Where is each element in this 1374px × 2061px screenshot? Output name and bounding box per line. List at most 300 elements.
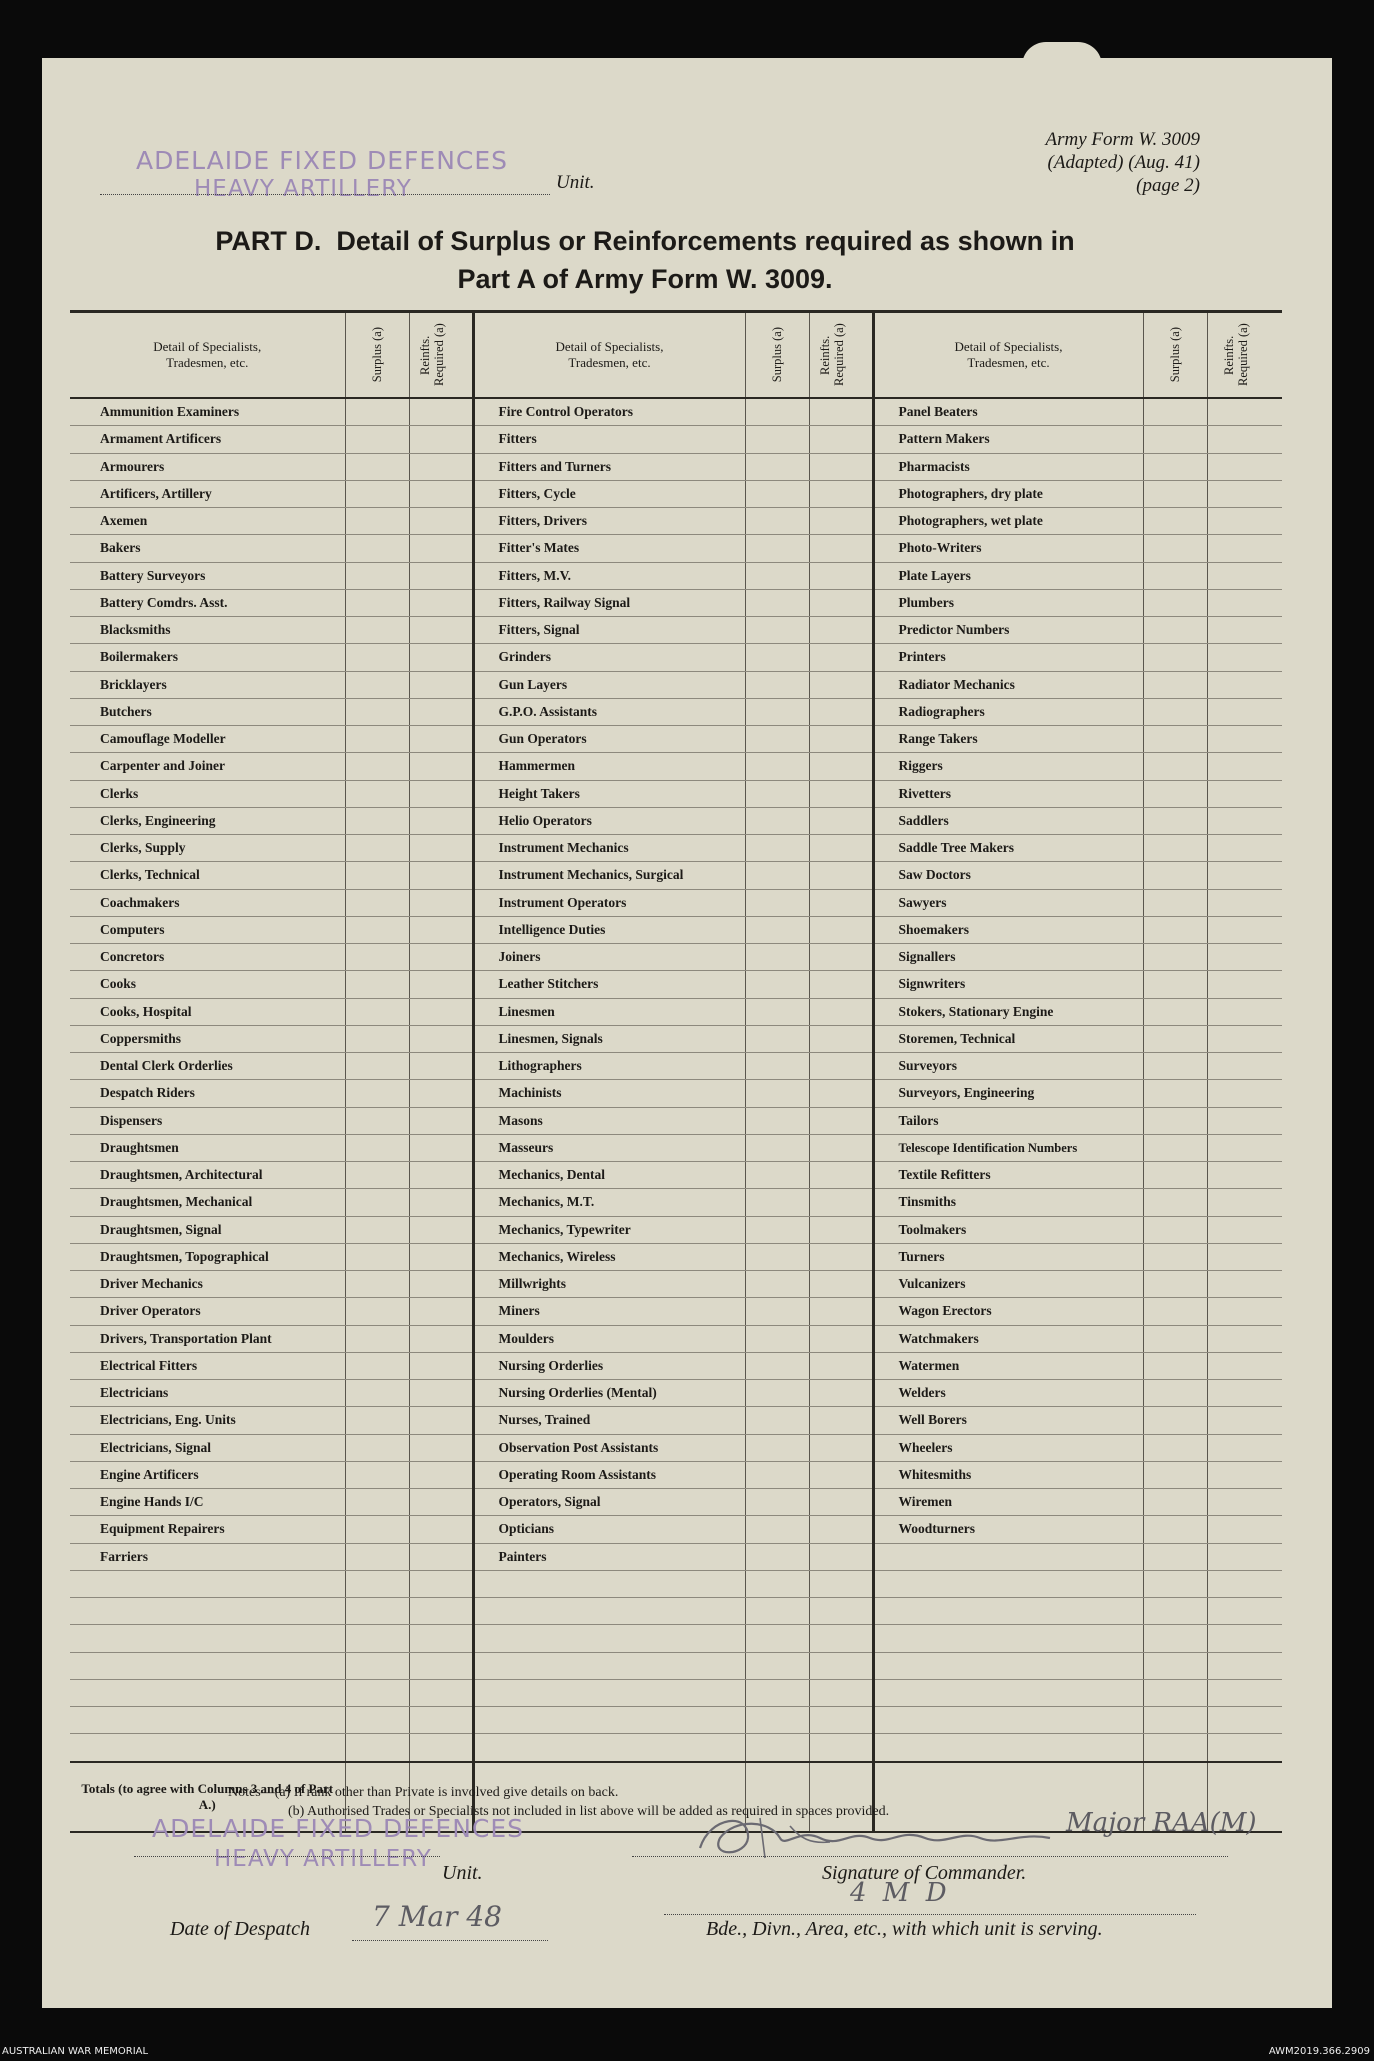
reinfts-cell[interactable] [809, 1216, 873, 1243]
surplus-cell[interactable] [1143, 562, 1207, 589]
reinfts-cell[interactable] [409, 944, 473, 971]
reinfts-cell[interactable] [409, 1734, 473, 1762]
surplus-cell[interactable] [345, 780, 409, 807]
reinfts-cell[interactable] [409, 1652, 473, 1679]
reinfts-cell[interactable] [1207, 753, 1282, 780]
surplus-cell[interactable] [345, 398, 409, 426]
reinfts-cell[interactable] [409, 671, 473, 698]
surplus-cell[interactable] [745, 426, 809, 453]
surplus-cell[interactable] [745, 1298, 809, 1325]
reinfts-cell[interactable] [1207, 1407, 1282, 1434]
reinfts-cell[interactable] [1207, 944, 1282, 971]
surplus-cell[interactable] [1143, 1053, 1207, 1080]
surplus-cell[interactable] [1143, 1625, 1207, 1652]
surplus-cell[interactable] [1143, 998, 1207, 1025]
surplus-cell[interactable] [1143, 1407, 1207, 1434]
reinfts-cell[interactable] [1207, 1516, 1282, 1543]
reinfts-cell[interactable] [409, 617, 473, 644]
surplus-cell[interactable] [345, 753, 409, 780]
surplus-cell[interactable] [345, 1325, 409, 1352]
surplus-cell[interactable] [745, 1325, 809, 1352]
reinfts-cell[interactable] [409, 1598, 473, 1625]
surplus-cell[interactable] [1143, 1707, 1207, 1734]
reinfts-cell[interactable] [809, 916, 873, 943]
reinfts-cell[interactable] [809, 1707, 873, 1734]
surplus-cell[interactable] [1143, 944, 1207, 971]
reinfts-cell[interactable] [809, 1489, 873, 1516]
reinfts-cell[interactable] [1207, 480, 1282, 507]
reinfts-cell[interactable] [809, 671, 873, 698]
surplus-cell[interactable] [745, 1516, 809, 1543]
reinfts-cell[interactable] [809, 862, 873, 889]
reinfts-cell[interactable] [809, 1352, 873, 1379]
surplus-cell[interactable] [745, 617, 809, 644]
reinfts-cell[interactable] [1207, 589, 1282, 616]
surplus-cell[interactable] [1143, 1216, 1207, 1243]
reinfts-cell[interactable] [409, 398, 473, 426]
surplus-cell[interactable] [345, 1134, 409, 1161]
surplus-cell[interactable] [1143, 1679, 1207, 1706]
surplus-cell[interactable] [745, 562, 809, 589]
reinfts-cell[interactable] [809, 535, 873, 562]
reinfts-cell[interactable] [1207, 1734, 1282, 1762]
reinfts-cell[interactable] [409, 1461, 473, 1488]
surplus-cell[interactable] [345, 1080, 409, 1107]
surplus-cell[interactable] [745, 480, 809, 507]
reinfts-cell[interactable] [409, 1107, 473, 1134]
reinfts-cell[interactable] [409, 1352, 473, 1379]
surplus-cell[interactable] [1143, 480, 1207, 507]
surplus-cell[interactable] [1143, 1352, 1207, 1379]
surplus-cell[interactable] [745, 671, 809, 698]
reinfts-cell[interactable] [409, 998, 473, 1025]
surplus-cell[interactable] [745, 753, 809, 780]
surplus-cell[interactable] [745, 944, 809, 971]
reinfts-cell[interactable] [809, 1271, 873, 1298]
reinfts-cell[interactable] [809, 1461, 873, 1488]
reinfts-cell[interactable] [409, 862, 473, 889]
surplus-cell[interactable] [345, 617, 409, 644]
surplus-cell[interactable] [1143, 1380, 1207, 1407]
surplus-cell[interactable] [345, 644, 409, 671]
surplus-cell[interactable] [1143, 671, 1207, 698]
surplus-cell[interactable] [1143, 916, 1207, 943]
reinfts-cell[interactable] [1207, 1216, 1282, 1243]
surplus-cell[interactable] [345, 1489, 409, 1516]
surplus-cell[interactable] [745, 1625, 809, 1652]
reinfts-cell[interactable] [809, 1189, 873, 1216]
surplus-cell[interactable] [345, 1707, 409, 1734]
surplus-cell[interactable] [345, 726, 409, 753]
reinfts-cell[interactable] [1207, 1189, 1282, 1216]
reinfts-cell[interactable] [809, 1162, 873, 1189]
reinfts-cell[interactable] [809, 944, 873, 971]
surplus-cell[interactable] [345, 1652, 409, 1679]
surplus-cell[interactable] [1143, 726, 1207, 753]
reinfts-cell[interactable] [1207, 1679, 1282, 1706]
reinfts-cell[interactable] [1207, 1652, 1282, 1679]
surplus-cell[interactable] [1143, 1489, 1207, 1516]
surplus-cell[interactable] [1143, 1570, 1207, 1597]
surplus-cell[interactable] [745, 862, 809, 889]
surplus-cell[interactable] [1143, 807, 1207, 834]
surplus-cell[interactable] [745, 835, 809, 862]
reinfts-cell[interactable] [809, 453, 873, 480]
surplus-cell[interactable] [345, 807, 409, 834]
surplus-cell[interactable] [1143, 617, 1207, 644]
surplus-cell[interactable] [345, 535, 409, 562]
reinfts-cell[interactable] [809, 1053, 873, 1080]
surplus-cell[interactable] [1143, 1434, 1207, 1461]
surplus-cell[interactable] [345, 698, 409, 725]
surplus-cell[interactable] [1143, 1080, 1207, 1107]
surplus-cell[interactable] [345, 1543, 409, 1570]
surplus-cell[interactable] [745, 1189, 809, 1216]
surplus-cell[interactable] [1143, 589, 1207, 616]
surplus-cell[interactable] [745, 1216, 809, 1243]
reinfts-cell[interactable] [809, 1243, 873, 1270]
reinfts-cell[interactable] [1207, 1461, 1282, 1488]
reinfts-cell[interactable] [409, 1434, 473, 1461]
surplus-cell[interactable] [345, 1189, 409, 1216]
reinfts-cell[interactable] [809, 1652, 873, 1679]
reinfts-cell[interactable] [1207, 1598, 1282, 1625]
surplus-cell[interactable] [745, 1380, 809, 1407]
reinfts-cell[interactable] [409, 1025, 473, 1052]
reinfts-cell[interactable] [1207, 916, 1282, 943]
surplus-cell[interactable] [345, 862, 409, 889]
surplus-cell[interactable] [1143, 1461, 1207, 1488]
surplus-cell[interactable] [1143, 1134, 1207, 1161]
reinfts-cell[interactable] [409, 698, 473, 725]
reinfts-cell[interactable] [409, 1707, 473, 1734]
reinfts-cell[interactable] [409, 780, 473, 807]
surplus-cell[interactable] [1143, 1189, 1207, 1216]
surplus-cell[interactable] [345, 835, 409, 862]
surplus-cell[interactable] [1143, 862, 1207, 889]
surplus-cell[interactable] [745, 1598, 809, 1625]
surplus-cell[interactable] [345, 1216, 409, 1243]
surplus-cell[interactable] [745, 916, 809, 943]
reinfts-cell[interactable] [409, 726, 473, 753]
surplus-cell[interactable] [1143, 780, 1207, 807]
surplus-cell[interactable] [745, 780, 809, 807]
reinfts-cell[interactable] [409, 480, 473, 507]
reinfts-cell[interactable] [409, 1516, 473, 1543]
reinfts-cell[interactable] [1207, 1543, 1282, 1570]
reinfts-cell[interactable] [1207, 1434, 1282, 1461]
surplus-cell[interactable] [745, 1352, 809, 1379]
surplus-cell[interactable] [1143, 1325, 1207, 1352]
surplus-cell[interactable] [1143, 1243, 1207, 1270]
reinfts-cell[interactable] [1207, 1080, 1282, 1107]
reinfts-cell[interactable] [809, 1598, 873, 1625]
reinfts-cell[interactable] [1207, 453, 1282, 480]
reinfts-cell[interactable] [809, 1080, 873, 1107]
reinfts-cell[interactable] [809, 1543, 873, 1570]
reinfts-cell[interactable] [1207, 1025, 1282, 1052]
reinfts-cell[interactable] [809, 1134, 873, 1161]
reinfts-cell[interactable] [809, 1025, 873, 1052]
reinfts-cell[interactable] [409, 1298, 473, 1325]
reinfts-cell[interactable] [1207, 698, 1282, 725]
surplus-cell[interactable] [745, 889, 809, 916]
reinfts-cell[interactable] [1207, 398, 1282, 426]
reinfts-cell[interactable] [409, 1271, 473, 1298]
surplus-cell[interactable] [745, 1134, 809, 1161]
reinfts-cell[interactable] [809, 1107, 873, 1134]
surplus-cell[interactable] [1143, 1652, 1207, 1679]
reinfts-cell[interactable] [409, 644, 473, 671]
reinfts-cell[interactable] [1207, 617, 1282, 644]
reinfts-cell[interactable] [1207, 535, 1282, 562]
surplus-cell[interactable] [345, 1243, 409, 1270]
reinfts-cell[interactable] [809, 480, 873, 507]
reinfts-cell[interactable] [409, 1134, 473, 1161]
reinfts-cell[interactable] [1207, 998, 1282, 1025]
surplus-cell[interactable] [345, 589, 409, 616]
reinfts-cell[interactable] [1207, 1243, 1282, 1270]
surplus-cell[interactable] [745, 535, 809, 562]
surplus-cell[interactable] [345, 1679, 409, 1706]
surplus-cell[interactable] [1143, 1543, 1207, 1570]
reinfts-cell[interactable] [409, 1216, 473, 1243]
surplus-cell[interactable] [745, 1679, 809, 1706]
surplus-cell[interactable] [1143, 535, 1207, 562]
reinfts-cell[interactable] [409, 1543, 473, 1570]
reinfts-cell[interactable] [409, 1679, 473, 1706]
reinfts-cell[interactable] [1207, 1298, 1282, 1325]
surplus-cell[interactable] [345, 1107, 409, 1134]
reinfts-cell[interactable] [809, 508, 873, 535]
surplus-cell[interactable] [1143, 835, 1207, 862]
surplus-cell[interactable] [745, 1243, 809, 1270]
surplus-cell[interactable] [345, 562, 409, 589]
surplus-cell[interactable] [345, 426, 409, 453]
reinfts-cell[interactable] [409, 1080, 473, 1107]
reinfts-cell[interactable] [1207, 1271, 1282, 1298]
reinfts-cell[interactable] [1207, 1352, 1282, 1379]
reinfts-cell[interactable] [1207, 726, 1282, 753]
reinfts-cell[interactable] [409, 1625, 473, 1652]
surplus-cell[interactable] [345, 1025, 409, 1052]
reinfts-cell[interactable] [409, 1380, 473, 1407]
reinfts-cell[interactable] [409, 1189, 473, 1216]
reinfts-cell[interactable] [809, 589, 873, 616]
reinfts-cell[interactable] [1207, 508, 1282, 535]
reinfts-cell[interactable] [409, 807, 473, 834]
surplus-cell[interactable] [745, 644, 809, 671]
reinfts-cell[interactable] [809, 398, 873, 426]
surplus-cell[interactable] [1143, 1107, 1207, 1134]
surplus-cell[interactable] [345, 453, 409, 480]
surplus-cell[interactable] [745, 1734, 809, 1762]
reinfts-cell[interactable] [409, 916, 473, 943]
surplus-cell[interactable] [745, 726, 809, 753]
surplus-cell[interactable] [345, 1434, 409, 1461]
reinfts-cell[interactable] [409, 426, 473, 453]
surplus-cell[interactable] [745, 453, 809, 480]
surplus-cell[interactable] [1143, 644, 1207, 671]
surplus-cell[interactable] [1143, 1598, 1207, 1625]
surplus-cell[interactable] [345, 1298, 409, 1325]
surplus-cell[interactable] [1143, 1516, 1207, 1543]
surplus-cell[interactable] [745, 1543, 809, 1570]
surplus-cell[interactable] [345, 971, 409, 998]
surplus-cell[interactable] [345, 889, 409, 916]
surplus-cell[interactable] [745, 1025, 809, 1052]
reinfts-cell[interactable] [1207, 807, 1282, 834]
surplus-cell[interactable] [745, 1107, 809, 1134]
surplus-cell[interactable] [745, 589, 809, 616]
reinfts-cell[interactable] [809, 780, 873, 807]
surplus-cell[interactable] [1143, 1025, 1207, 1052]
surplus-cell[interactable] [745, 971, 809, 998]
surplus-cell[interactable] [745, 1271, 809, 1298]
surplus-cell[interactable] [745, 1407, 809, 1434]
reinfts-cell[interactable] [809, 1380, 873, 1407]
reinfts-cell[interactable] [409, 835, 473, 862]
reinfts-cell[interactable] [809, 1625, 873, 1652]
reinfts-cell[interactable] [809, 971, 873, 998]
surplus-cell[interactable] [345, 1053, 409, 1080]
reinfts-cell[interactable] [1207, 671, 1282, 698]
surplus-cell[interactable] [1143, 971, 1207, 998]
surplus-cell[interactable] [1143, 1298, 1207, 1325]
reinfts-cell[interactable] [809, 1407, 873, 1434]
surplus-cell[interactable] [345, 1625, 409, 1652]
reinfts-cell[interactable] [809, 753, 873, 780]
reinfts-cell[interactable] [409, 1325, 473, 1352]
surplus-cell[interactable] [745, 1707, 809, 1734]
surplus-cell[interactable] [745, 1570, 809, 1597]
reinfts-cell[interactable] [809, 1516, 873, 1543]
reinfts-cell[interactable] [809, 807, 873, 834]
surplus-cell[interactable] [745, 698, 809, 725]
surplus-cell[interactable] [1143, 698, 1207, 725]
reinfts-cell[interactable] [1207, 1625, 1282, 1652]
reinfts-cell[interactable] [1207, 862, 1282, 889]
surplus-cell[interactable] [345, 1570, 409, 1597]
reinfts-cell[interactable] [409, 453, 473, 480]
surplus-cell[interactable] [745, 1652, 809, 1679]
reinfts-cell[interactable] [409, 562, 473, 589]
reinfts-cell[interactable] [809, 1325, 873, 1352]
surplus-cell[interactable] [745, 398, 809, 426]
surplus-cell[interactable] [345, 1598, 409, 1625]
reinfts-cell[interactable] [1207, 835, 1282, 862]
reinfts-cell[interactable] [409, 508, 473, 535]
surplus-cell[interactable] [1143, 508, 1207, 535]
reinfts-cell[interactable] [809, 726, 873, 753]
reinfts-cell[interactable] [1207, 1134, 1282, 1161]
reinfts-cell[interactable] [809, 1679, 873, 1706]
reinfts-cell[interactable] [409, 1243, 473, 1270]
surplus-cell[interactable] [1143, 753, 1207, 780]
reinfts-cell[interactable] [809, 1570, 873, 1597]
surplus-cell[interactable] [745, 1162, 809, 1189]
reinfts-cell[interactable] [809, 998, 873, 1025]
reinfts-cell[interactable] [809, 617, 873, 644]
surplus-cell[interactable] [345, 1461, 409, 1488]
reinfts-cell[interactable] [1207, 644, 1282, 671]
reinfts-cell[interactable] [409, 1053, 473, 1080]
surplus-cell[interactable] [1143, 1271, 1207, 1298]
surplus-cell[interactable] [345, 1162, 409, 1189]
surplus-cell[interactable] [345, 998, 409, 1025]
reinfts-cell[interactable] [809, 1734, 873, 1762]
surplus-cell[interactable] [745, 807, 809, 834]
reinfts-cell[interactable] [409, 1570, 473, 1597]
surplus-cell[interactable] [745, 1053, 809, 1080]
reinfts-cell[interactable] [809, 1298, 873, 1325]
surplus-cell[interactable] [1143, 1162, 1207, 1189]
surplus-cell[interactable] [745, 998, 809, 1025]
surplus-cell[interactable] [1143, 889, 1207, 916]
reinfts-cell[interactable] [409, 535, 473, 562]
reinfts-cell[interactable] [809, 644, 873, 671]
reinfts-cell[interactable] [809, 562, 873, 589]
reinfts-cell[interactable] [1207, 426, 1282, 453]
reinfts-cell[interactable] [409, 1407, 473, 1434]
surplus-cell[interactable] [345, 671, 409, 698]
reinfts-cell[interactable] [809, 1434, 873, 1461]
reinfts-cell[interactable] [1207, 971, 1282, 998]
reinfts-cell[interactable] [1207, 889, 1282, 916]
reinfts-cell[interactable] [1207, 1053, 1282, 1080]
surplus-cell[interactable] [1143, 1734, 1207, 1762]
reinfts-cell[interactable] [809, 889, 873, 916]
surplus-cell[interactable] [345, 1271, 409, 1298]
reinfts-cell[interactable] [409, 1162, 473, 1189]
reinfts-cell[interactable] [1207, 1107, 1282, 1134]
reinfts-cell[interactable] [1207, 1325, 1282, 1352]
reinfts-cell[interactable] [809, 835, 873, 862]
surplus-cell[interactable] [745, 1434, 809, 1461]
surplus-cell[interactable] [1143, 426, 1207, 453]
reinfts-cell[interactable] [409, 1489, 473, 1516]
reinfts-cell[interactable] [1207, 1380, 1282, 1407]
reinfts-cell[interactable] [1207, 1489, 1282, 1516]
reinfts-cell[interactable] [809, 426, 873, 453]
surplus-cell[interactable] [745, 1080, 809, 1107]
reinfts-cell[interactable] [809, 698, 873, 725]
surplus-cell[interactable] [345, 480, 409, 507]
surplus-cell[interactable] [345, 508, 409, 535]
reinfts-cell[interactable] [409, 753, 473, 780]
surplus-cell[interactable] [345, 944, 409, 971]
surplus-cell[interactable] [745, 1489, 809, 1516]
reinfts-cell[interactable] [409, 589, 473, 616]
surplus-cell[interactable] [345, 1516, 409, 1543]
surplus-cell[interactable] [345, 1352, 409, 1379]
surplus-cell[interactable] [345, 1734, 409, 1762]
reinfts-cell[interactable] [1207, 562, 1282, 589]
reinfts-cell[interactable] [409, 971, 473, 998]
reinfts-cell[interactable] [1207, 1162, 1282, 1189]
reinfts-cell[interactable] [1207, 1570, 1282, 1597]
surplus-cell[interactable] [1143, 453, 1207, 480]
surplus-cell[interactable] [345, 916, 409, 943]
reinfts-cell[interactable] [1207, 780, 1282, 807]
surplus-cell[interactable] [345, 1380, 409, 1407]
surplus-cell[interactable] [745, 508, 809, 535]
reinfts-cell[interactable] [409, 889, 473, 916]
surplus-cell[interactable] [745, 1461, 809, 1488]
surplus-cell[interactable] [345, 1407, 409, 1434]
surplus-cell[interactable] [1143, 398, 1207, 426]
reinfts-cell[interactable] [1207, 1707, 1282, 1734]
